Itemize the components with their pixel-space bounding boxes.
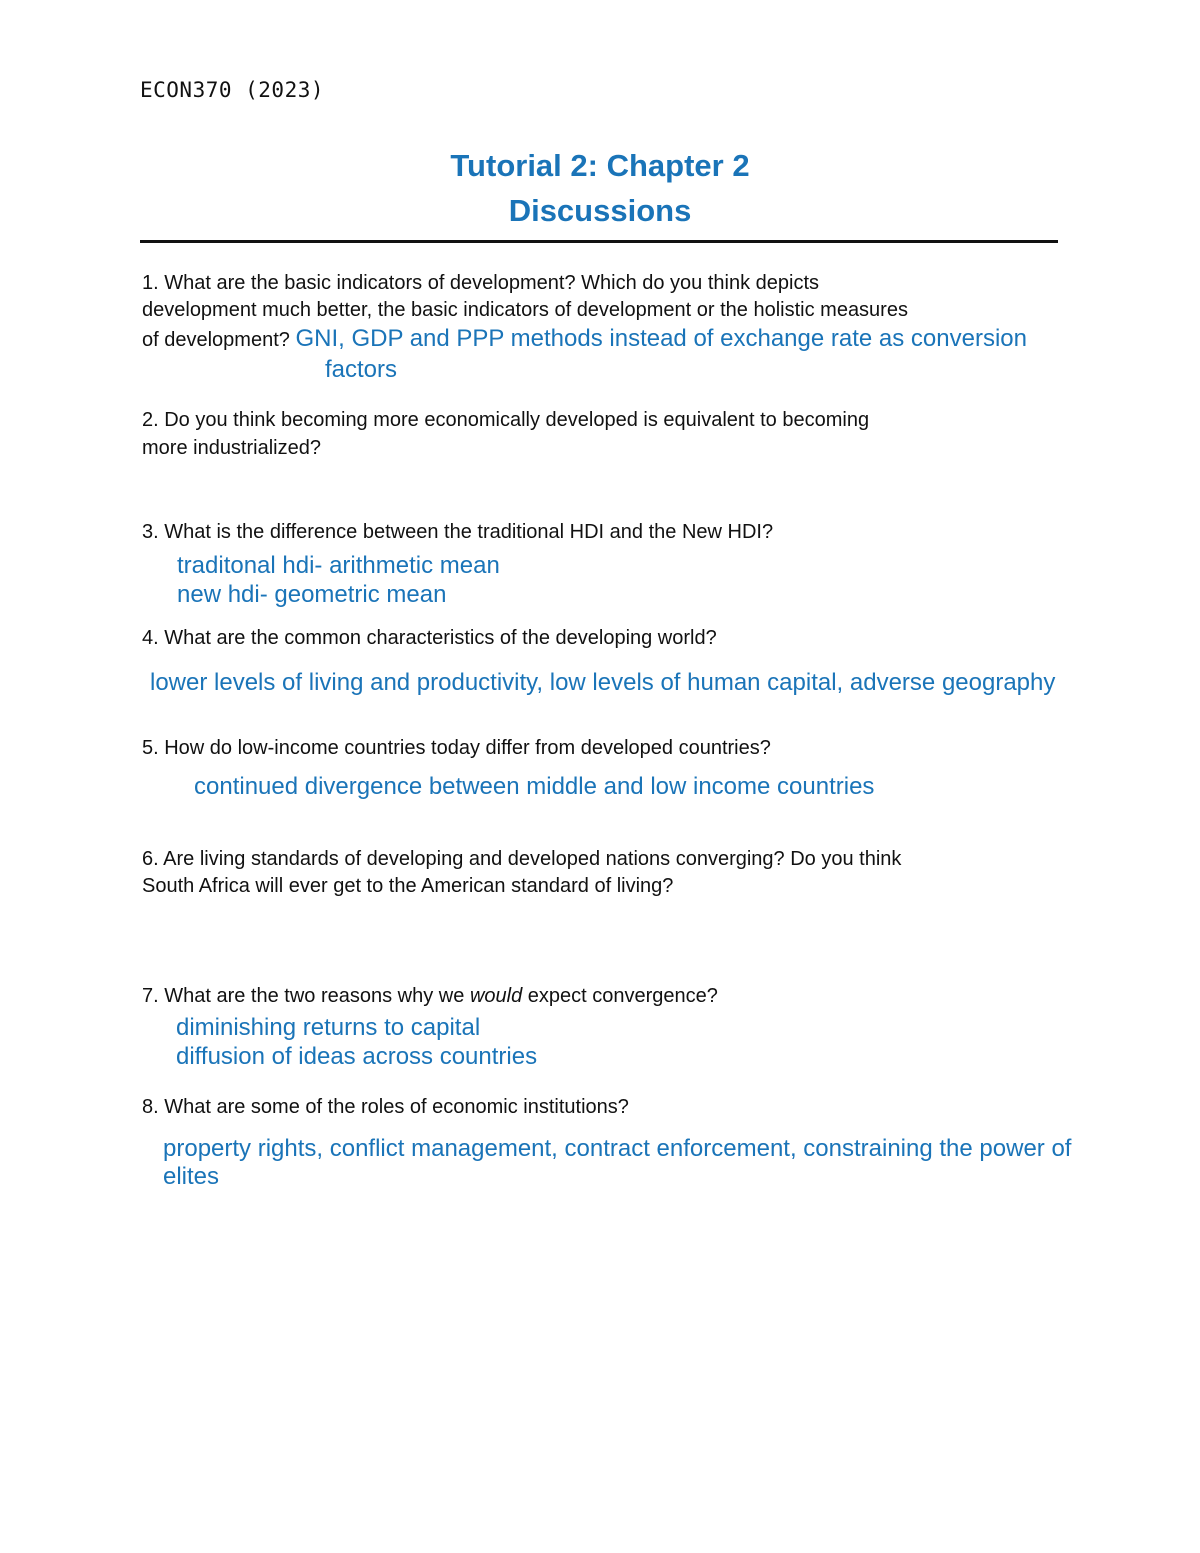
answer-3-line-1: traditonal hdi- arithmetic mean <box>177 552 500 579</box>
question-1-prefix: of development? <box>142 329 290 351</box>
question-5: 5. How do low-income countries today differ from developed countries? <box>142 737 771 759</box>
answer-1-inline: GNI, GDP and PPP methods instead of exchange rate as conversion <box>295 325 1027 352</box>
answer-8-line-2: elites <box>163 1163 220 1190</box>
question-1 <box>142 270 1059 296</box>
answer-3-line-2: new hdi- geometric mean <box>177 581 447 608</box>
answer-1-continued: factors <box>325 356 398 383</box>
page-subtitle: Discussions <box>508 193 692 228</box>
answer-4: lower levels of living and productivity, low levels of human capital, adverse geography <box>150 669 1056 696</box>
question-2-line-1 <box>142 407 1059 433</box>
answer-7-line-1: diminishing returns to capital <box>176 1014 481 1041</box>
course-code: ECON370 (2023) <box>140 78 325 102</box>
answer-5: continued divergence between middle and low income countries <box>194 773 875 800</box>
question-8: 8. What are some of the roles of economic institutions? <box>142 1096 629 1118</box>
question-3: 3. What is the difference between the traditional HDI and the New HDI? <box>142 521 774 543</box>
question-7-text-after: expect convergence? <box>522 985 718 1007</box>
answer-7-line-2: diffusion of ideas across countries <box>176 1043 538 1070</box>
question-7-text-before: 7. What are the two reasons why we <box>142 985 470 1007</box>
question-6-line-2: South Africa will ever get to the American standard of living? <box>142 875 674 897</box>
question-1-line-1: 1. What are the basic indicators of development? Which do you think depicts <box>142 272 820 294</box>
page-title: Tutorial 2: Chapter 2 <box>450 148 750 183</box>
question-6-line-1: 6. Are living standards of developing and developed nations converging? Do you think <box>142 848 902 870</box>
title-divider <box>140 240 1058 243</box>
question-2-line-2: more industrialized? <box>142 437 321 459</box>
question-7 <box>142 983 1059 1009</box>
question-2-text: 2. Do you think becoming more economically developed is equivalent to becoming <box>142 409 870 431</box>
answer-8-line-1: property rights, conflict management, contract enforcement, constraining the power of <box>163 1135 1072 1162</box>
question-4: 4. What are the common characteristics of the developing world? <box>142 627 717 649</box>
question-1-line-3 <box>142 326 1182 353</box>
question-1-line-2: development much better, the basic indicators of development or the holistic measures <box>142 299 908 321</box>
question-7-emphasis: would <box>469 985 523 1007</box>
